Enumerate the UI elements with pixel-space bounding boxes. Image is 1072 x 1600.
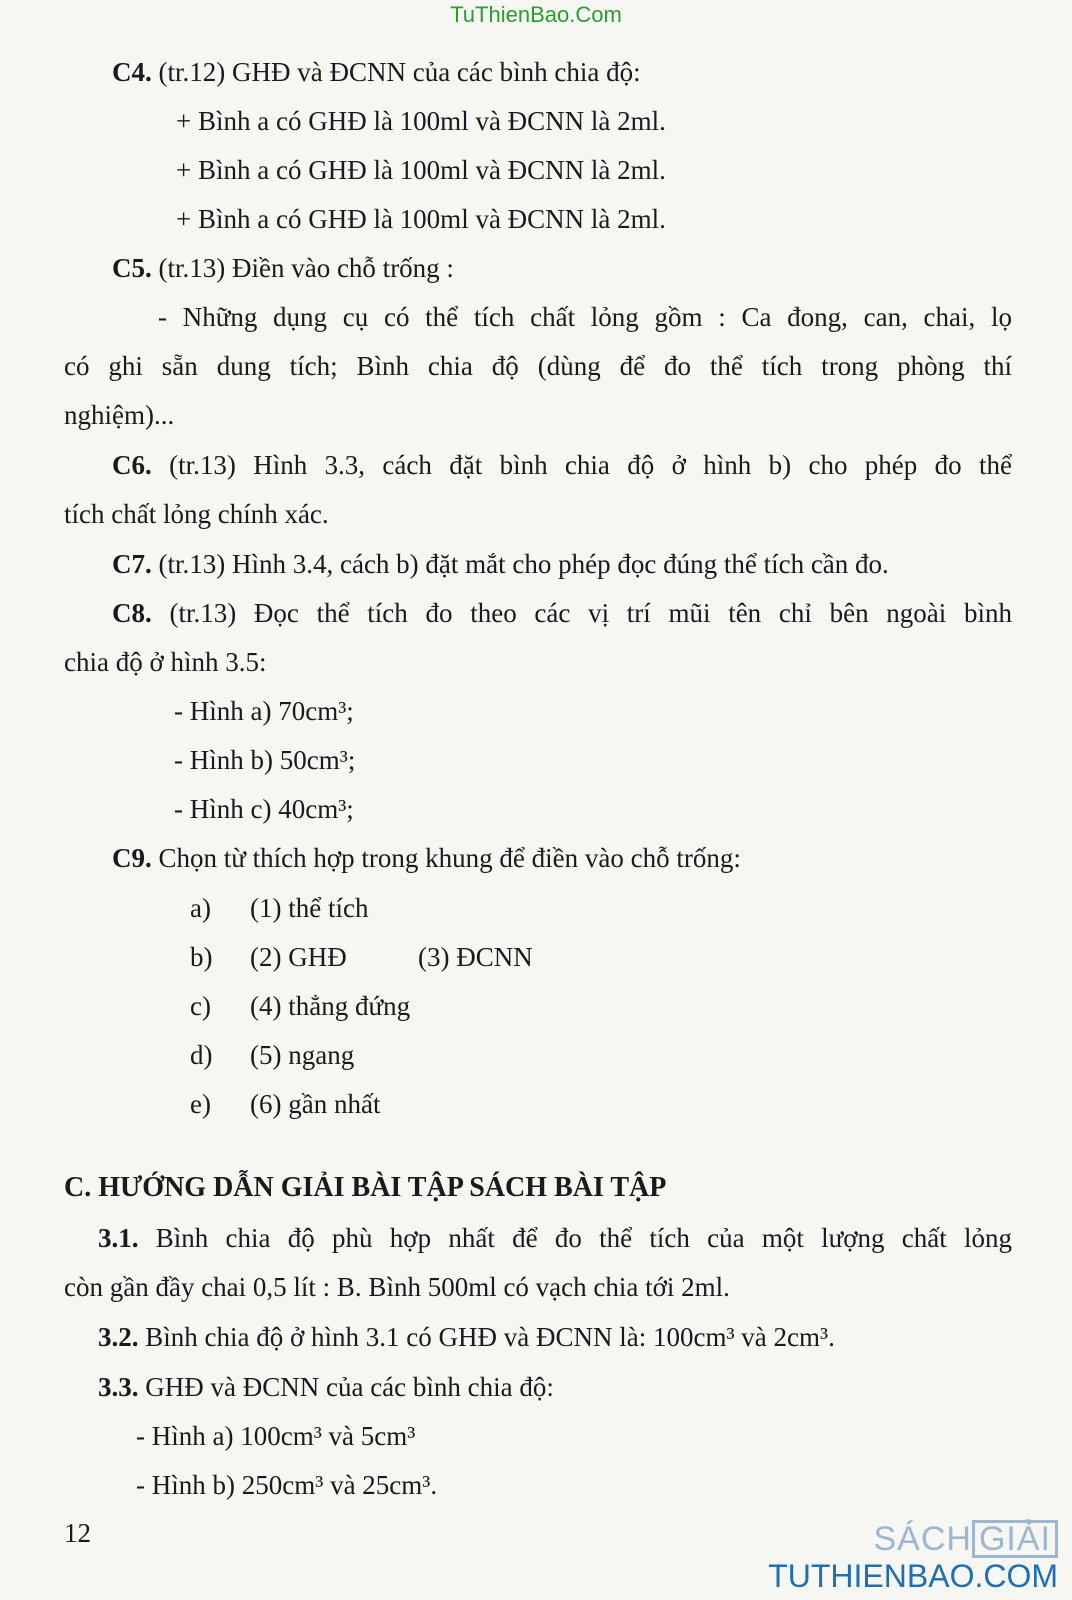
- c8-line-2: chia độ ở hình 3.5:: [64, 647, 267, 677]
- c9-item-b-extra: (3) ĐCNN: [418, 942, 533, 972]
- c9-item-b-letter: b): [190, 942, 213, 972]
- c4-item-2: + Bình a có GHĐ là 100ml và ĐCNN là 2ml.: [176, 155, 666, 185]
- c7-line: [112, 548, 889, 580]
- brand-sach: SÁCH: [873, 1520, 972, 1558]
- c5-line-2: có ghi sẵn dung tích; Bình chia độ (dùng để đo thể tích trong phòng thí: [64, 351, 1012, 381]
- c6-line-2: tích chất lỏng chính xác.: [64, 499, 329, 529]
- p33-item-b: - Hình b) 250cm³ và 25cm³.: [136, 1470, 438, 1500]
- c9-text: Chọn từ thích hợp trong khung để điền vào chỗ trống:: [151, 843, 741, 873]
- p31-label: 3.1.: [98, 1223, 139, 1253]
- c7-label: C7.: [112, 549, 152, 579]
- c5-line-1: - Những dụng cụ có thể tích chất lỏng gồm : Ca đong, can, chai, lọ: [158, 302, 1012, 332]
- p31-text: Bình chia độ phù hợp nhất để đo thể tích của một lượng chất lỏng: [138, 1223, 1012, 1253]
- brand-line-1: [768, 1520, 1058, 1558]
- p33-line: [98, 1371, 554, 1403]
- c8-item-a: - Hình a) 70cm³;: [174, 696, 354, 726]
- c5-line-3: nghiệm)...: [64, 400, 175, 430]
- c9-line: [112, 842, 741, 874]
- section-c-heading: C. HƯỚNG DẪN GIẢI BÀI TẬP SÁCH BÀI TẬP: [64, 1172, 667, 1203]
- brand-watermark: [768, 1520, 1058, 1594]
- c6-line-1: [112, 449, 1012, 481]
- c7-text: (tr.13) Hình 3.4, cách b) đặt mắt cho phép đọc đúng thể tích cần đo.: [151, 549, 889, 579]
- c8-item-b: - Hình b) 50cm³;: [174, 745, 356, 775]
- c9-item-b-answer: (2) GHĐ: [250, 942, 347, 972]
- p31-line-2: còn gần đầy chai 0,5 lít : B. Bình 500ml có vạch chia tới 2ml.: [64, 1272, 730, 1302]
- p33-text: GHĐ và ĐCNN của các bình chia độ:: [138, 1372, 554, 1402]
- c9-item-c-answer: (4) thẳng đứng: [250, 991, 411, 1021]
- c9-label: C9.: [112, 843, 152, 873]
- top-watermark: TuThienBao.Com: [450, 2, 622, 27]
- c4-text: (tr.12) GHĐ và ĐCNN của các bình chia độ:: [151, 57, 641, 87]
- c8-line-1: [112, 597, 1012, 629]
- c6-text: (tr.13) Hình 3.3, cách đặt bình chia độ ở hình b) cho phép đo thể: [151, 450, 1012, 480]
- c8-text: (tr.13) Đọc thể tích đo theo các vị trí mũi tên chỉ bên ngoài bình: [151, 598, 1012, 628]
- p32-line: [98, 1321, 835, 1353]
- c4-label: C4.: [112, 57, 152, 87]
- c4-item-1: + Bình a có GHĐ là 100ml và ĐCNN là 2ml.: [176, 106, 666, 136]
- c5-text: (tr.13) Điền vào chỗ trống :: [151, 253, 454, 283]
- c9-item-c-letter: c): [190, 991, 211, 1021]
- c9-item-e-letter: e): [190, 1089, 211, 1119]
- p33-label: 3.3.: [98, 1372, 139, 1402]
- c9-item-d-letter: d): [190, 1040, 213, 1070]
- c4-item-3: + Bình a có GHĐ là 100ml và ĐCNN là 2ml.: [176, 204, 666, 234]
- c8-label: C8.: [112, 598, 152, 628]
- brand-giai: GIẢI: [972, 1520, 1058, 1558]
- c6-label: C6.: [112, 450, 152, 480]
- c5-label: C5.: [112, 253, 152, 283]
- c9-item-a-answer: (1) thể tích: [250, 893, 369, 923]
- c9-item-a-letter: a): [190, 893, 211, 923]
- p31-line-1: [98, 1222, 1012, 1254]
- p33-item-a: - Hình a) 100cm³ và 5cm³: [136, 1421, 416, 1451]
- c9-item-e-answer: (6) gần nhất: [250, 1089, 381, 1119]
- p32-label: 3.2.: [98, 1322, 139, 1352]
- c8-item-c: - Hình c) 40cm³;: [174, 794, 354, 824]
- page-number: 12: [64, 1518, 91, 1548]
- brand-line-2: TUTHIENBAO.COM: [768, 1558, 1058, 1594]
- c5-line: [112, 252, 454, 284]
- c9-item-d-answer: (5) ngang: [250, 1040, 355, 1070]
- p32-text: Bình chia độ ở hình 3.1 có GHĐ và ĐCNN là: 100cm³ và 2cm³.: [138, 1322, 835, 1352]
- c4-line: [112, 56, 641, 88]
